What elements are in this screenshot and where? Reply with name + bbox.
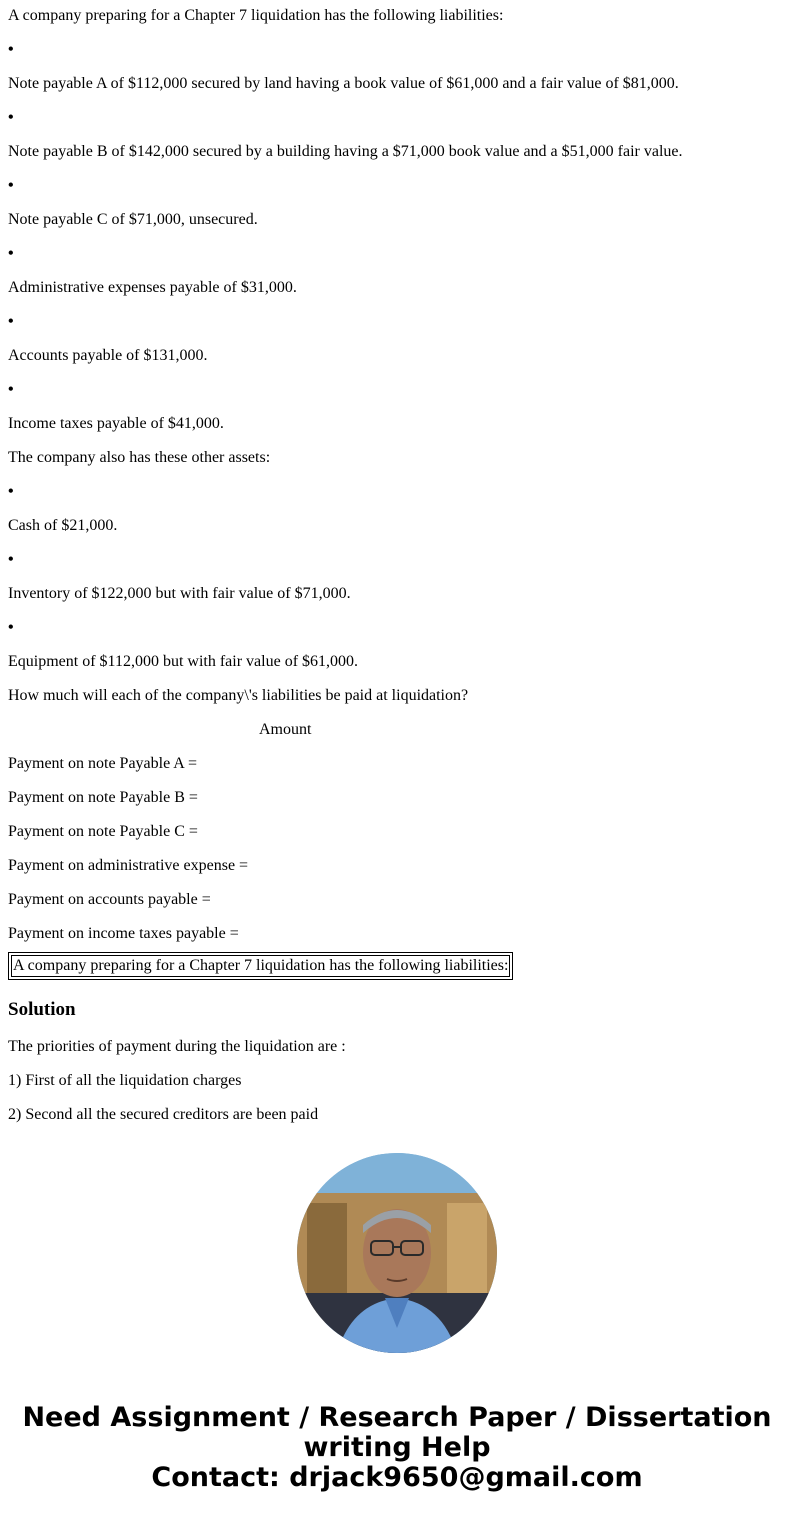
bullet: • [8, 177, 14, 194]
boxed-question-title: A company preparing for a Chapter 7 liquidation has the following liabilities: [11, 955, 510, 977]
question-document [8, 0, 788, 1124]
payment-line: Payment on note Payable A = [8, 755, 197, 772]
liability-item: Administrative expenses payable of $31,000. [8, 279, 297, 296]
bullet: • [8, 41, 14, 58]
person-portrait-icon [297, 1153, 497, 1353]
payment-line: Payment on note Payable C = [8, 823, 198, 840]
payment-line: Payment on income taxes payable = [8, 925, 239, 942]
liability-item: Note payable A of $112,000 secured by land having a book value of $61,000 and a fair value of $81,000. [8, 75, 679, 92]
avatar [297, 1153, 497, 1353]
question-intro: A company preparing for a Chapter 7 liquidation has the following liabilities: [8, 7, 504, 24]
boxed-question-table [8, 952, 513, 980]
bullet: • [8, 483, 14, 500]
bullet: • [8, 245, 14, 262]
liability-item: Accounts payable of $131,000. [8, 347, 208, 364]
solution-heading: Solution [8, 999, 76, 1020]
asset-item: Cash of $21,000. [8, 517, 118, 534]
bullet: • [8, 109, 14, 126]
payment-line: Payment on accounts payable = [8, 891, 211, 908]
contact-email: Contact: drjack9650@gmail.com [151, 1462, 643, 1493]
solution-line: The priorities of payment during the liquidation are : [8, 1038, 346, 1055]
help-line: writing Help [303, 1432, 491, 1463]
liability-item: Note payable C of $71,000, unsecured. [8, 211, 258, 228]
bullet: • [8, 619, 14, 636]
payment-line: Payment on administrative expense = [8, 857, 249, 874]
bullet: • [8, 381, 14, 398]
promo-footer [0, 1124, 794, 1523]
help-text [0, 1403, 794, 1493]
asset-item: Inventory of $122,000 but with fair value of $71,000. [8, 585, 351, 602]
bullet: • [8, 551, 14, 568]
solution-line: 2) Second all the secured creditors are been paid [8, 1106, 319, 1123]
liability-item: Income taxes payable of $41,000. [8, 415, 224, 432]
liability-item: Note payable B of $142,000 secured by a building having a $71,000 book value and a $51,000 fair value. [8, 143, 683, 160]
help-line: Need Assignment / Research Paper / Dissertation [22, 1402, 772, 1433]
solution-line: 1) First of all the liquidation charges [8, 1072, 242, 1089]
amount-header: Amount [259, 721, 312, 738]
assets-intro: The company also has these other assets: [8, 449, 271, 466]
payment-line: Payment on note Payable B = [8, 789, 198, 806]
asset-item: Equipment of $112,000 but with fair value of $61,000. [8, 653, 359, 670]
bullet: • [8, 313, 14, 330]
question-prompt: How much will each of the company\'s liabilities be paid at liquidation? [8, 687, 469, 704]
